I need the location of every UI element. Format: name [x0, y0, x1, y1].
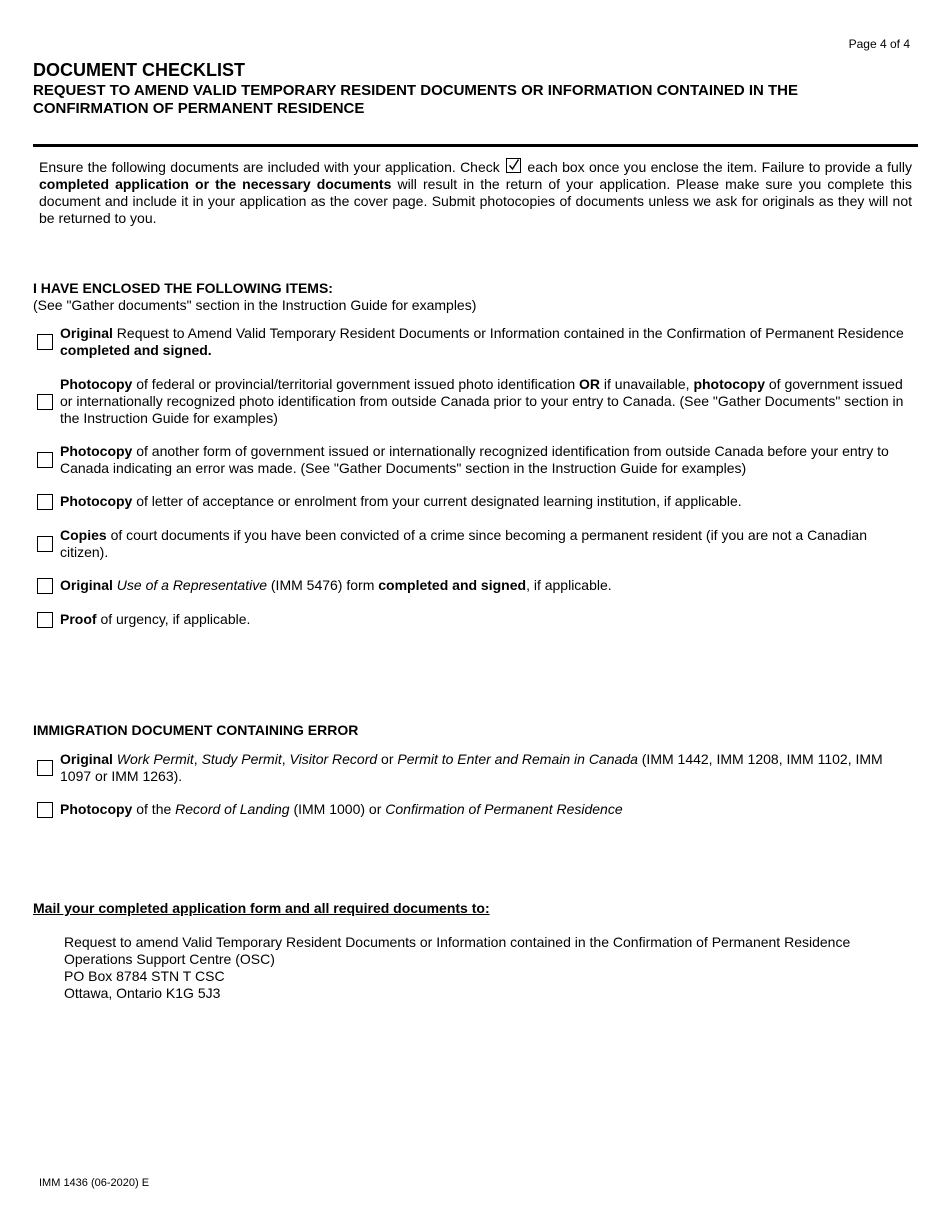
checkmark-icon — [506, 158, 521, 173]
checklist-item-proof-urgency — [37, 611, 912, 628]
address-line: Request to amend Valid Temporary Resident Documents or Information contained in the Confirmation of Permanent Residence — [64, 934, 851, 950]
intro-text: Ensure the following documents are included with your application. Check — [39, 159, 500, 175]
checkbox[interactable] — [37, 394, 53, 410]
checklist-item-original-permit — [37, 751, 912, 785]
intro-paragraph — [39, 158, 912, 227]
intro-bold-text: completed application or the necessary documents — [39, 176, 392, 192]
checkbox[interactable] — [37, 334, 53, 350]
enclosed-subheading: (See "Gather documents" section in the Instruction Guide for examples) — [33, 297, 477, 313]
item-text: Photocopy of the Record of Landing (IMM 1000) or Confirmation of Permanent Residence — [60, 801, 623, 817]
header-divider — [33, 144, 918, 147]
checkbox[interactable] — [37, 452, 53, 468]
item-text: Original Request to Amend Valid Temporary Resident Documents or Information contained in the Confirmation of Permanent Residence completed and signed. — [60, 325, 904, 358]
page-title: DOCUMENT CHECKLIST — [33, 60, 245, 80]
mail-heading: Mail your completed application form and all required documents to: — [33, 900, 490, 916]
checkbox[interactable] — [37, 578, 53, 594]
checklist-item-photo-id — [37, 376, 912, 427]
checkbox[interactable] — [37, 760, 53, 776]
checklist-item-representative-form — [37, 577, 912, 594]
item-text: Photocopy of another form of government issued or internationally recognized identification from outside Canada before your entry to Canada indicating an error was made. (See "Gather Documents" section in the Instruction Guide for examples) — [60, 443, 889, 476]
address-line: PO Box 8784 STN T CSC — [64, 968, 225, 984]
address-line: Operations Support Centre (OSC) — [64, 951, 275, 967]
checkbox[interactable] — [37, 536, 53, 552]
intro-text: will result in the return of your application. Please make sure you complete this document and include it in your application as the cover page. Submit photocopies of documents unless we ask for originals as they will not be returned to you. — [39, 176, 912, 226]
address-line: Ottawa, Ontario K1G 5J3 — [64, 985, 221, 1001]
checklist-item-record-of-landing — [37, 801, 912, 818]
intro-text: each box once you enclose the item. Failure to provide a fully — [527, 159, 912, 175]
checkbox[interactable] — [37, 494, 53, 510]
item-text: Copies of court documents if you have been convicted of a crime since becoming a permanent resident (if you are not a Canadian citizen). — [60, 527, 868, 560]
page-number: Page 4 of 4 — [848, 37, 910, 51]
item-text: Photocopy of federal or provincial/territorial government issued photo identification OR if unavailable, photocopy of government issued or internationally recognized photo identification from outside Canada prior to your entry to Canada. (See "Gather Documents" section in the Instruction Guide for examples) — [60, 376, 904, 426]
checklist-item-court-documents — [37, 527, 912, 561]
enclosed-heading: I HAVE ENCLOSED THE FOLLOWING ITEMS: — [33, 280, 333, 296]
checklist-item-original-request — [37, 325, 912, 359]
error-docs-heading: IMMIGRATION DOCUMENT CONTAINING ERROR — [33, 722, 359, 738]
checkbox[interactable] — [37, 802, 53, 818]
checklist-item-acceptance-letter — [37, 493, 912, 510]
form-code: IMM 1436 (06-2020) E — [39, 1177, 150, 1189]
checklist-item-other-id — [37, 443, 912, 477]
item-text: Proof of urgency, if applicable. — [60, 611, 251, 627]
item-text: Photocopy of letter of acceptance or enrolment from your current designated learning institution, if applicable. — [60, 493, 742, 509]
checkbox[interactable] — [37, 612, 53, 628]
mailing-address — [64, 934, 850, 1002]
item-text: Original Use of a Representative (IMM 5476) form completed and signed, if applicable. — [60, 577, 612, 593]
page-subtitle: REQUEST TO AMEND VALID TEMPORARY RESIDENT DOCUMENTS OR INFORMATION CONTAINED IN THE CONFIRMATION OF PERMANENT RESIDENCE — [33, 82, 799, 117]
item-text: Original Work Permit, Study Permit, Visitor Record or Permit to Enter and Remain in Canada (IMM 1442, IMM 1208, IMM 1102, IMM 1097 or IMM 1263). — [60, 751, 883, 784]
